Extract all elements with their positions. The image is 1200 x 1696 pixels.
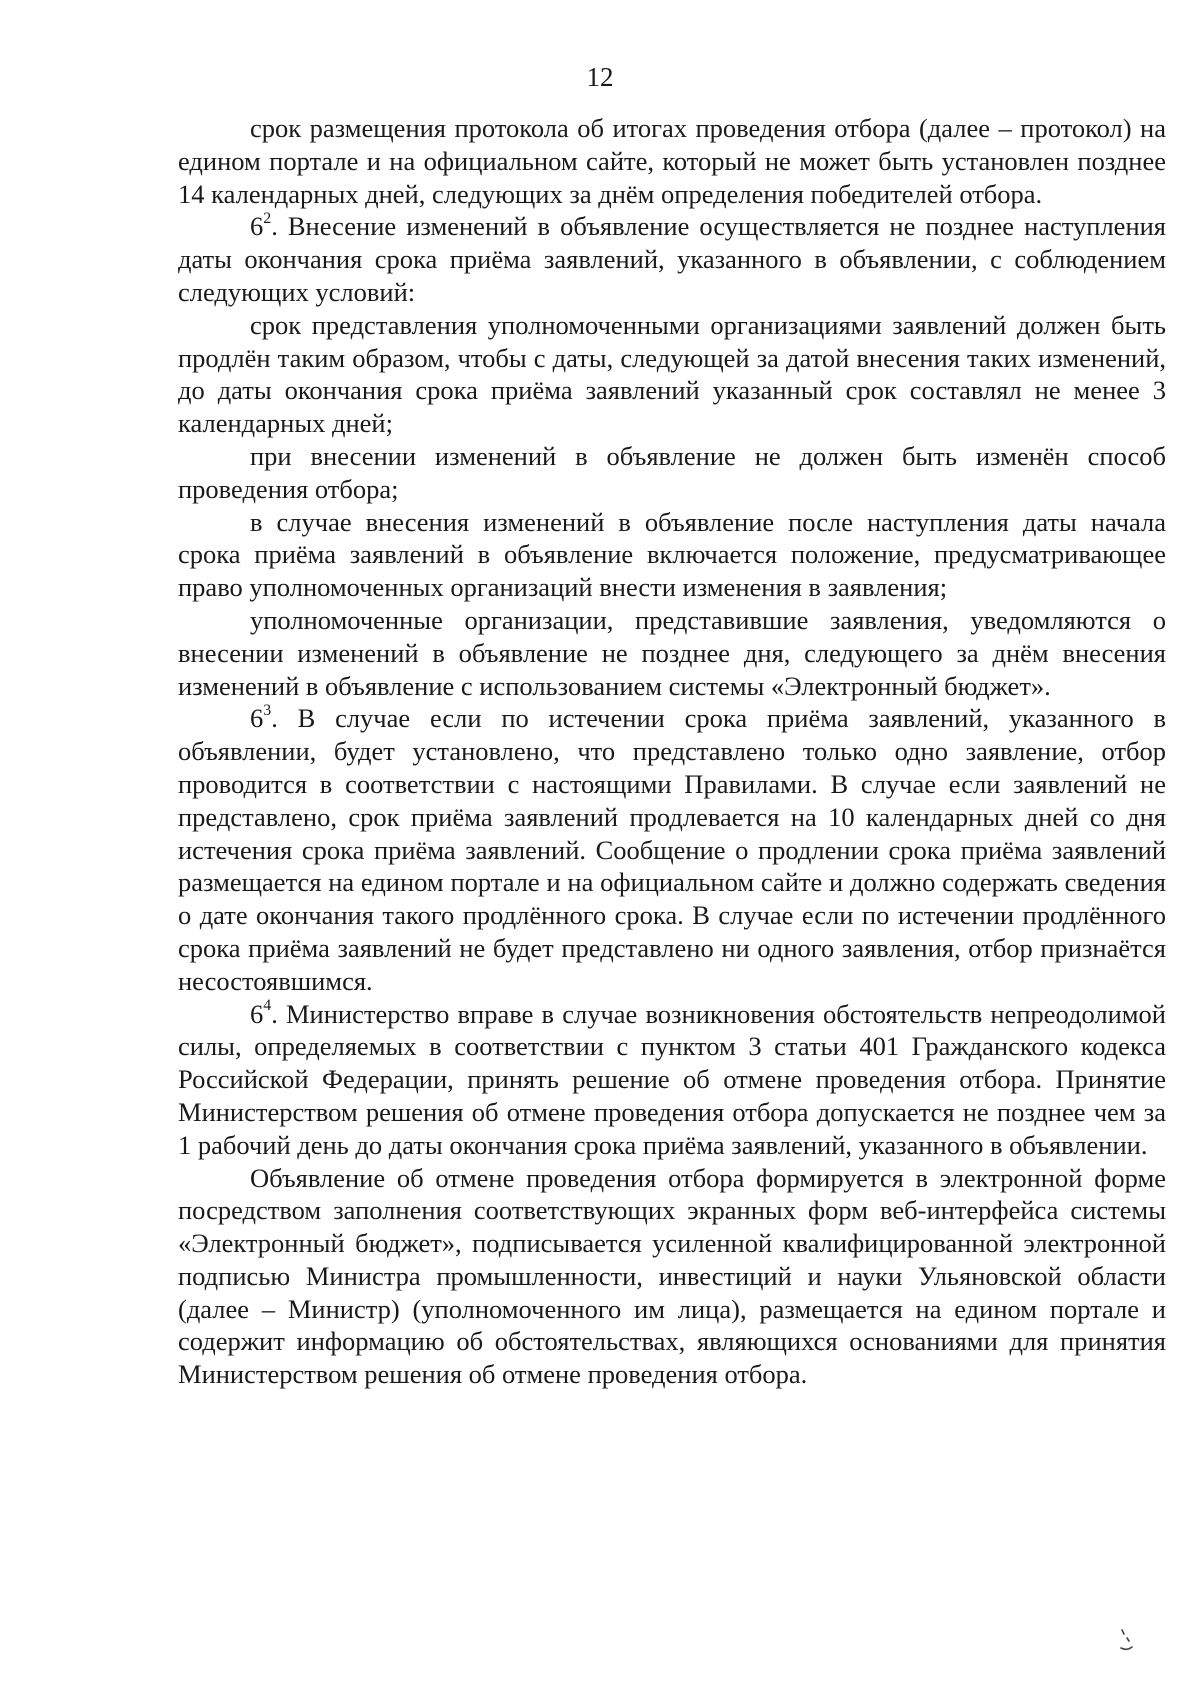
paragraph: $6^4$. Министерство вправе в случае возникновения обстоятельств непреодолимой силы, определяемых в соответствии с пунктом 3 статьи 401 Гражданского кодекса Российской Федерации, принять решение об отмене проведения отбора. Принятие Министерством решения об отмене проведения отбора допускается не позднее чем за 1 рабочий день до даты окончания срока приёма заявлений, указанного в объявлении. (178, 997, 1166, 1160)
paragraph: $6^2$. Внесение изменений в объявление осуществляется не позднее наступления даты окончания срока приёма заявлений, указанного в объявлении, с соблюдением следующих условий: (178, 210, 1166, 307)
paragraph: в случае внесения изменений в объявление после наступления даты начала срока приёма заявлений в объявление включается положение, предусматривающее право уполномоченных организаций внести изменения в заявления; (178, 506, 1166, 603)
document-body (178, 112, 1166, 1391)
paragraph: $6^3$. В случае если по истечении срока приёма заявлений, указанного в объявлении, будет установлено, что представлено только одно заявление, отбор проводится в соответствии с настоящими Правилами. В случае если заявлений не представлено, срок приёма заявлений продлевается на 10 календарных дней со дня истечения срока приёма заявлений. Сообщение о продлении срока приёма заявлений размещается на едином портале и на официальном сайте и должно содержать сведения о дате окончания такого продлённого срока. В случае если по истечении продлённого срока приёма заявлений не будет представлено ни одного заявления, отбор признаётся несостоявшимся. (178, 702, 1166, 996)
paragraph: срок размещения протокола об итогах проведения отбора (далее – протокол) на едином портале и на официальном сайте, который не может быть установлен позднее 14 календарных дней, следующих за днём определения победителей отбора. (178, 113, 1166, 209)
clause-number: $6^2$ (250, 210, 272, 242)
paragraph: при внесении изменений в объявление не должен быть изменён способ проведения отбора; (178, 440, 1166, 504)
paragraph: срок представления уполномоченными организациями заявлений должен быть продлён таким образом, чтобы с даты, следующей за датой внесения таких изменений, до даты окончания срока приёма заявлений указанный срок составлял не менее 3 календарных дней; (178, 309, 1166, 439)
scan-mark (1118, 1628, 1134, 1652)
clause-number: $6^4$ (250, 997, 272, 1029)
page-number: 12 (586, 62, 614, 92)
paragraph: уполномоченные организации, представившие заявления, уведомляются о внесении изменений в объявление не позднее дня, следующего за днём внесения изменений в объявление с использованием системы «Электронный бюджет». (178, 604, 1166, 701)
paragraph: Объявление об отмене проведения отбора формируется в электронной форме посредством заполнения соответствующих экранных форм веб-интерфейса системы «Электронный бюджет», подписывается усиленной квалифицированной электронной подписью Министра промышленности, инвестиций и науки Ульяновской области (далее – Министр) (уполномоченного им лица), размещается на едином портале и содержит информацию об обстоятельствах, являющихся основаниями для принятия Министерством решения об отмене проведения отбора. (178, 1162, 1166, 1390)
clause-number: $6^3$ (250, 702, 272, 734)
